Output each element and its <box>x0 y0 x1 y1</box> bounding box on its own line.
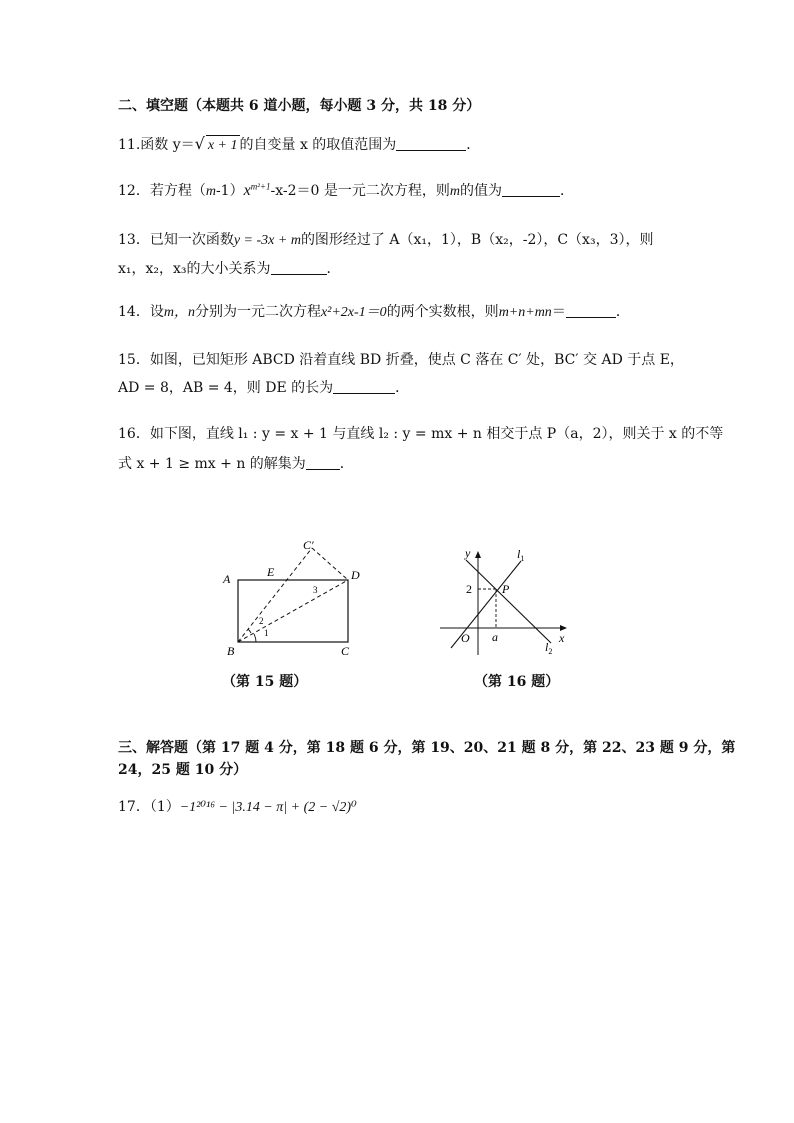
line-l2 <box>466 560 551 643</box>
section-2-heading: 二、填空题（本题共 6 道小题，每小题 3 分，共 18 分） <box>118 98 481 114</box>
q16-line1: 16．如下图，直线 l₁ : y = x + 1 与直线 l₂ : y = mx + n 相交于点 P（a，2），则关于 x 的不等 <box>118 426 724 442</box>
q13-suffix: 的图形经过了 A（x₁，1），B（x₂，-2），C（x₃，3），则 <box>300 232 654 248</box>
answer-blank-14[interactable] <box>566 303 616 318</box>
q14-eqsign: ＝ <box>551 304 566 320</box>
q17-expression: −1²⁰¹⁶ − |3.14 − π| + (2 − √2)⁰ <box>179 800 357 815</box>
label-2: 2 <box>259 616 264 626</box>
q11-end: ． <box>466 137 481 153</box>
q12-x: x <box>243 182 251 199</box>
fold-line-dcprime <box>312 548 348 580</box>
angle-arc-2 <box>248 629 251 633</box>
label-b: B <box>227 644 235 658</box>
q14-expression: m+n+mn <box>498 305 552 320</box>
section-3-heading-line2: 24，25 题 10 分） <box>118 762 248 778</box>
question-14 <box>118 302 630 323</box>
q12-suffix: 的值为 <box>459 183 502 199</box>
label-o: O <box>461 631 470 645</box>
q11-radicand: x + 1 <box>206 135 240 156</box>
q13-prefix: 13．已知一次函数 <box>118 232 234 248</box>
figure-15-diagram <box>215 535 375 665</box>
figure-15-caption: （第 15 题） <box>222 674 308 690</box>
q14-prefix: 14．设 <box>118 304 164 320</box>
q12-prefix: 12．若方程（ <box>118 183 206 199</box>
fold-line-bcprime <box>238 548 312 642</box>
label-x: x <box>559 631 565 645</box>
q11-suffix: 的自变量 x 的取值范围为 <box>239 137 397 153</box>
label-3: 3 <box>313 585 318 595</box>
question-13 <box>118 230 653 251</box>
label-a: A <box>223 572 231 586</box>
question-16-line2 <box>118 454 354 474</box>
answer-blank-15[interactable] <box>333 379 395 394</box>
label-d: D <box>351 568 360 582</box>
label-e: E <box>267 565 275 579</box>
question-15 <box>118 350 684 370</box>
label-1: 1 <box>264 628 269 638</box>
q11-prefix: 11.函数 y＝ <box>118 137 195 153</box>
label-l1: $l_1$ <box>517 547 525 563</box>
figure-16-diagram <box>435 543 575 658</box>
label-p: P <box>502 582 510 596</box>
q17-prefix: 17．（1） <box>118 799 180 815</box>
q12-mid: -x-2＝0 是一元二次方程，则 <box>270 183 450 199</box>
q14-mid: 分别为一元二次方程 <box>194 304 321 320</box>
question-11 <box>118 134 480 156</box>
q15-line1: 15．如图，已知矩形 ABCD 沿着直线 BD 折叠，使点 C 落在 C′ 处，BC′ 交 AD 于点 E， <box>118 352 684 368</box>
q12-minus1: -1） <box>215 183 244 199</box>
question-16 <box>118 424 723 444</box>
q13-function: y = -3x + m <box>233 233 301 248</box>
answer-blank-13[interactable] <box>271 260 327 275</box>
section-3-heading-line1: 三、解答题（第 17 题 4 分，第 18 题 6 分，第 19、20、21 题 8 分，第 22、23 题 9 分，第 <box>118 740 736 756</box>
label-two: 2 <box>466 582 472 596</box>
q12-m2: m <box>449 184 460 199</box>
q15-end: ． <box>395 380 410 396</box>
q12-end: ． <box>559 183 574 199</box>
q16-end: ． <box>339 456 354 472</box>
q12-m: m <box>205 184 216 199</box>
q13-end: ． <box>326 261 341 277</box>
question-12 <box>118 181 574 202</box>
sqrt-sign: √ <box>194 134 205 153</box>
label-l2: $l_2$ <box>545 640 553 656</box>
label-y: y <box>465 546 471 560</box>
q14-equation: x²+2x-1＝0 <box>320 305 387 320</box>
answer-blank-12[interactable] <box>502 182 560 197</box>
answer-blank-11[interactable] <box>396 136 466 151</box>
angle-arc-1 <box>254 634 256 642</box>
q12-exponent: m²+1 <box>250 181 271 192</box>
q16-line2: 式 x + 1 ≥ mx + n 的解集为 <box>118 456 306 472</box>
question-17 <box>118 797 357 818</box>
q14-suffix: 的两个实数根，则 <box>386 304 499 320</box>
label-cprime: C′ <box>303 538 314 552</box>
question-15-line2 <box>118 378 409 398</box>
y-axis-arrow-icon <box>475 551 481 558</box>
q14-end: ． <box>615 304 630 320</box>
figure-16-caption: （第 16 题） <box>474 674 560 690</box>
q15-line2: AD = 8，AB = 4，则 DE 的长为 <box>118 380 334 396</box>
diagonal-bd <box>238 580 348 642</box>
q14-mn: m，n <box>163 305 195 320</box>
question-13-line2 <box>118 259 341 279</box>
q13-line2: x₁，x₂，x₃的大小关系为 <box>118 261 271 277</box>
label-c: C <box>341 644 350 658</box>
label-a: a <box>492 630 498 644</box>
answer-blank-16[interactable] <box>306 455 340 470</box>
